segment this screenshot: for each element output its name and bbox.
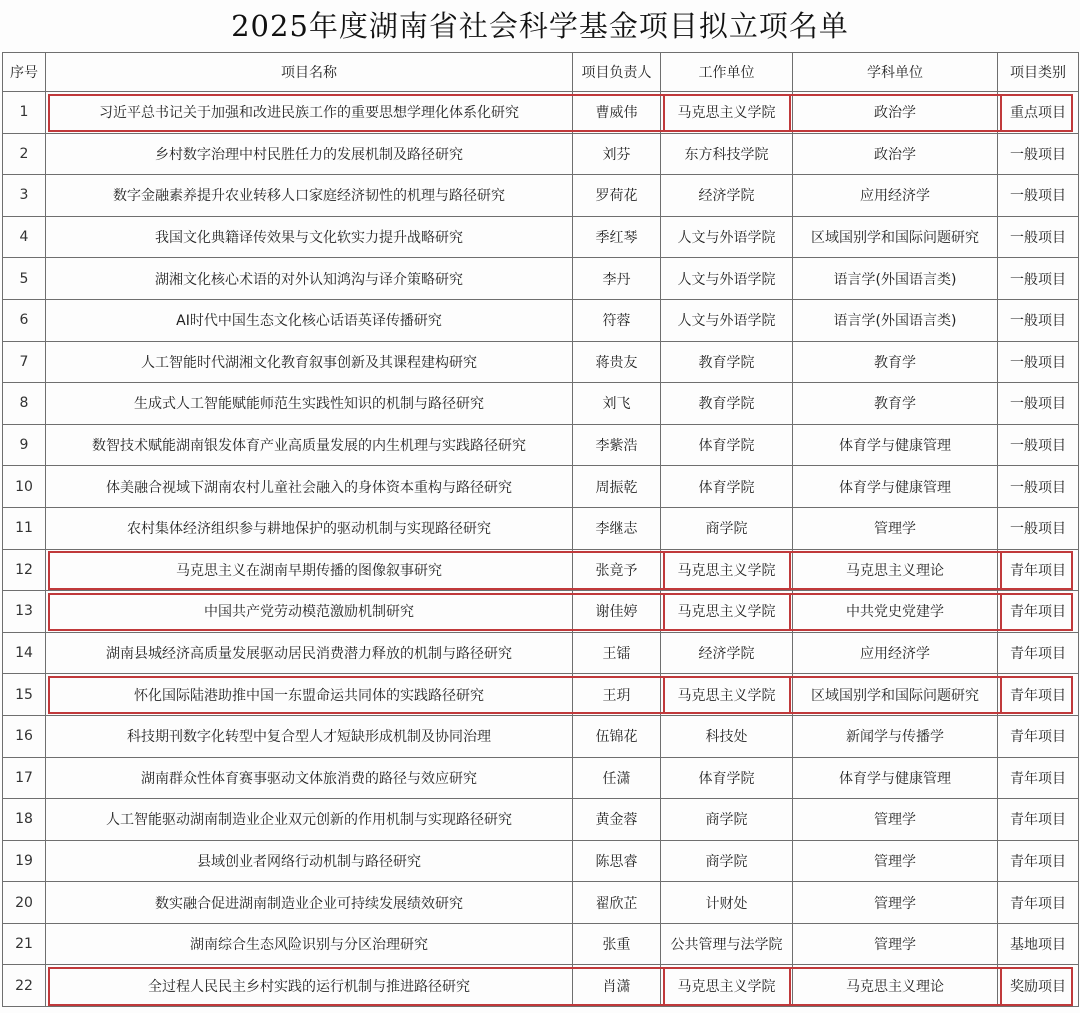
principal-investigator-cell: 陈思睿: [573, 840, 661, 882]
project-name-cell: 全过程人民民主乡村实践的运行机制与推进路径研究: [46, 965, 573, 1007]
project-name-cell: AI时代中国生态文化核心话语英译传播研究: [46, 299, 573, 341]
row-number-cell: 21: [3, 923, 46, 965]
table-row: [3, 466, 1079, 508]
row-number-cell: 9: [3, 424, 46, 466]
project-name-cell: 我国文化典籍译传效果与文化软实力提升战略研究: [46, 216, 573, 258]
discipline-cell: 政治学: [793, 92, 998, 134]
row-number-cell: 3: [3, 175, 46, 217]
table-row: [3, 882, 1079, 924]
discipline-cell: 管理学: [793, 507, 998, 549]
row-number-cell: 19: [3, 840, 46, 882]
project-name-cell: 数字金融素养提升农业转移人口家庭经济韧性的机理与路径研究: [46, 175, 573, 217]
project-category-cell: 青年项目: [998, 674, 1079, 716]
project-category-cell: 青年项目: [998, 799, 1079, 841]
work-unit-cell: 经济学院: [661, 632, 793, 674]
discipline-cell: 区域国别学和国际问题研究: [793, 216, 998, 258]
principal-investigator-cell: 李紫浩: [573, 424, 661, 466]
work-unit-cell: 商学院: [661, 799, 793, 841]
table-row: [3, 674, 1079, 716]
work-unit-cell: 计财处: [661, 882, 793, 924]
table-row: [3, 799, 1079, 841]
discipline-cell: 教育学: [793, 383, 998, 425]
table-row: [3, 591, 1079, 633]
work-unit-cell: 体育学院: [661, 424, 793, 466]
discipline-cell: 中共党史党建学: [793, 591, 998, 633]
row-number-cell: 6: [3, 299, 46, 341]
discipline-cell: 马克思主义理论: [793, 965, 998, 1007]
table-row: [3, 715, 1079, 757]
principal-investigator-cell: 季红琴: [573, 216, 661, 258]
row-number-cell: 14: [3, 632, 46, 674]
project-name-cell: 数智技术赋能湖南银发体育产业高质量发展的内生机理与实践路径研究: [46, 424, 573, 466]
principal-investigator-cell: 符蓉: [573, 299, 661, 341]
row-number-cell: 15: [3, 674, 46, 716]
row-number-cell: 11: [3, 507, 46, 549]
work-unit-cell: 马克思主义学院: [661, 965, 793, 1007]
principal-investigator-cell: 刘飞: [573, 383, 661, 425]
table-row: [3, 965, 1079, 1007]
table-row: [3, 133, 1079, 175]
table-row: [3, 840, 1079, 882]
table-row: [3, 923, 1079, 965]
project-category-cell: 一般项目: [998, 258, 1079, 300]
discipline-cell: 管理学: [793, 799, 998, 841]
row-number-cell: 18: [3, 799, 46, 841]
project-category-cell: 青年项目: [998, 632, 1079, 674]
discipline-cell: 教育学: [793, 341, 998, 383]
header-principal-investigator: 项目负责人: [573, 53, 661, 92]
principal-investigator-cell: 刘芬: [573, 133, 661, 175]
discipline-cell: 语言学(外国语言类): [793, 258, 998, 300]
principal-investigator-cell: 王玥: [573, 674, 661, 716]
discipline-cell: 管理学: [793, 840, 998, 882]
project-name-cell: 湖南综合生态风险识别与分区治理研究: [46, 923, 573, 965]
table-row: [3, 507, 1079, 549]
project-name-cell: 马克思主义在湖南早期传播的图像叙事研究: [46, 549, 573, 591]
discipline-cell: 体育学与健康管理: [793, 757, 998, 799]
row-number-cell: 22: [3, 965, 46, 1007]
discipline-cell: 区域国别学和国际问题研究: [793, 674, 998, 716]
work-unit-cell: 人文与外语学院: [661, 258, 793, 300]
row-number-cell: 16: [3, 715, 46, 757]
discipline-cell: 政治学: [793, 133, 998, 175]
discipline-cell: 管理学: [793, 923, 998, 965]
discipline-cell: 新闻学与传播学: [793, 715, 998, 757]
table-row: [3, 92, 1079, 134]
project-list-table: [2, 52, 1079, 1007]
principal-investigator-cell: 王镭: [573, 632, 661, 674]
principal-investigator-cell: 翟欣芷: [573, 882, 661, 924]
header-no: 序号: [3, 53, 46, 92]
row-number-cell: 7: [3, 341, 46, 383]
project-category-cell: 青年项目: [998, 882, 1079, 924]
principal-investigator-cell: 谢佳婷: [573, 591, 661, 633]
work-unit-cell: 马克思主义学院: [661, 549, 793, 591]
discipline-cell: 管理学: [793, 882, 998, 924]
work-unit-cell: 教育学院: [661, 383, 793, 425]
project-category-cell: 青年项目: [998, 549, 1079, 591]
work-unit-cell: 体育学院: [661, 757, 793, 799]
work-unit-cell: 科技处: [661, 715, 793, 757]
project-category-cell: 基地项目: [998, 923, 1079, 965]
work-unit-cell: 商学院: [661, 507, 793, 549]
project-name-cell: 生成式人工智能赋能师范生实践性知识的机制与路径研究: [46, 383, 573, 425]
work-unit-cell: 人文与外语学院: [661, 299, 793, 341]
project-category-cell: 一般项目: [998, 383, 1079, 425]
principal-investigator-cell: 张重: [573, 923, 661, 965]
project-category-cell: 青年项目: [998, 715, 1079, 757]
row-number-cell: 8: [3, 383, 46, 425]
project-name-cell: 科技期刊数字化转型中复合型人才短缺形成机制及协同治理: [46, 715, 573, 757]
principal-investigator-cell: 李继志: [573, 507, 661, 549]
project-category-cell: 青年项目: [998, 840, 1079, 882]
principal-investigator-cell: 李丹: [573, 258, 661, 300]
table-row: [3, 175, 1079, 217]
principal-investigator-cell: 伍锦花: [573, 715, 661, 757]
discipline-cell: 应用经济学: [793, 175, 998, 217]
table-row: [3, 632, 1079, 674]
principal-investigator-cell: 任潇: [573, 757, 661, 799]
project-name-cell: 湖南群众性体育赛事驱动文体旅消费的路径与效应研究: [46, 757, 573, 799]
project-name-cell: 怀化国际陆港助推中国一东盟命运共同体的实践路径研究: [46, 674, 573, 716]
project-category-cell: 青年项目: [998, 591, 1079, 633]
header-work-unit: 工作单位: [661, 53, 793, 92]
work-unit-cell: 马克思主义学院: [661, 674, 793, 716]
work-unit-cell: 公共管理与法学院: [661, 923, 793, 965]
project-category-cell: 一般项目: [998, 507, 1079, 549]
discipline-cell: 体育学与健康管理: [793, 466, 998, 508]
table-row: [3, 341, 1079, 383]
table-header-row: [3, 53, 1079, 92]
table-row: [3, 299, 1079, 341]
project-category-cell: 青年项目: [998, 757, 1079, 799]
project-category-cell: 一般项目: [998, 216, 1079, 258]
principal-investigator-cell: 张竟予: [573, 549, 661, 591]
row-number-cell: 10: [3, 466, 46, 508]
row-number-cell: 4: [3, 216, 46, 258]
discipline-cell: 马克思主义理论: [793, 549, 998, 591]
row-number-cell: 12: [3, 549, 46, 591]
work-unit-cell: 体育学院: [661, 466, 793, 508]
row-number-cell: 5: [3, 258, 46, 300]
project-name-cell: 乡村数字治理中村民胜任力的发展机制及路径研究: [46, 133, 573, 175]
project-category-cell: 重点项目: [998, 92, 1079, 134]
discipline-cell: 语言学(外国语言类): [793, 299, 998, 341]
project-name-cell: 人工智能驱动湖南制造业企业双元创新的作用机制与实现路径研究: [46, 799, 573, 841]
project-category-cell: 一般项目: [998, 466, 1079, 508]
work-unit-cell: 商学院: [661, 840, 793, 882]
work-unit-cell: 经济学院: [661, 175, 793, 217]
project-name-cell: 农村集体经济组织参与耕地保护的驱动机制与实现路径研究: [46, 507, 573, 549]
project-category-cell: 一般项目: [998, 299, 1079, 341]
work-unit-cell: 马克思主义学院: [661, 591, 793, 633]
project-name-cell: 体美融合视域下湖南农村儿童社会融入的身体资本重构与路径研究: [46, 466, 573, 508]
table-row: [3, 757, 1079, 799]
project-category-cell: 奖励项目: [998, 965, 1079, 1007]
table-row: [3, 216, 1079, 258]
project-category-cell: 一般项目: [998, 341, 1079, 383]
principal-investigator-cell: 肖潇: [573, 965, 661, 1007]
project-name-cell: 县域创业者网络行动机制与路径研究: [46, 840, 573, 882]
discipline-cell: 体育学与健康管理: [793, 424, 998, 466]
row-number-cell: 17: [3, 757, 46, 799]
table-row: [3, 258, 1079, 300]
principal-investigator-cell: 曹威伟: [573, 92, 661, 134]
row-number-cell: 20: [3, 882, 46, 924]
row-number-cell: 1: [3, 92, 46, 134]
row-number-cell: 13: [3, 591, 46, 633]
row-number-cell: 2: [3, 133, 46, 175]
work-unit-cell: 人文与外语学院: [661, 216, 793, 258]
project-name-cell: 数实融合促进湖南制造业企业可持续发展绩效研究: [46, 882, 573, 924]
principal-investigator-cell: 周振乾: [573, 466, 661, 508]
table-row: [3, 383, 1079, 425]
project-name-cell: 中国共产党劳动模范激励机制研究: [46, 591, 573, 633]
principal-investigator-cell: 蒋贵友: [573, 341, 661, 383]
document-title: 2025年度湖南省社会科学基金项目拟立项名单: [231, 9, 849, 43]
project-name-cell: 习近平总书记关于加强和改进民族工作的重要思想学理化体系化研究: [46, 92, 573, 134]
project-name-cell: 人工智能时代湖湘文化教育叙事创新及其课程建构研究: [46, 341, 573, 383]
principal-investigator-cell: 黄金蓉: [573, 799, 661, 841]
header-discipline: 学科单位: [793, 53, 998, 92]
table-body: [3, 92, 1079, 1007]
table-row: [3, 549, 1079, 591]
project-category-cell: 一般项目: [998, 175, 1079, 217]
work-unit-cell: 教育学院: [661, 341, 793, 383]
work-unit-cell: 马克思主义学院: [661, 92, 793, 134]
work-unit-cell: 东方科技学院: [661, 133, 793, 175]
project-name-cell: 湖湘文化核心术语的对外认知鸿沟与译介策略研究: [46, 258, 573, 300]
header-category: 项目类别: [998, 53, 1079, 92]
project-category-cell: 一般项目: [998, 424, 1079, 466]
discipline-cell: 应用经济学: [793, 632, 998, 674]
table-row: [3, 424, 1079, 466]
principal-investigator-cell: 罗荷花: [573, 175, 661, 217]
header-project-name: 项目名称: [46, 53, 573, 92]
project-name-cell: 湖南县城经济高质量发展驱动居民消费潜力释放的机制与路径研究: [46, 632, 573, 674]
project-category-cell: 一般项目: [998, 133, 1079, 175]
